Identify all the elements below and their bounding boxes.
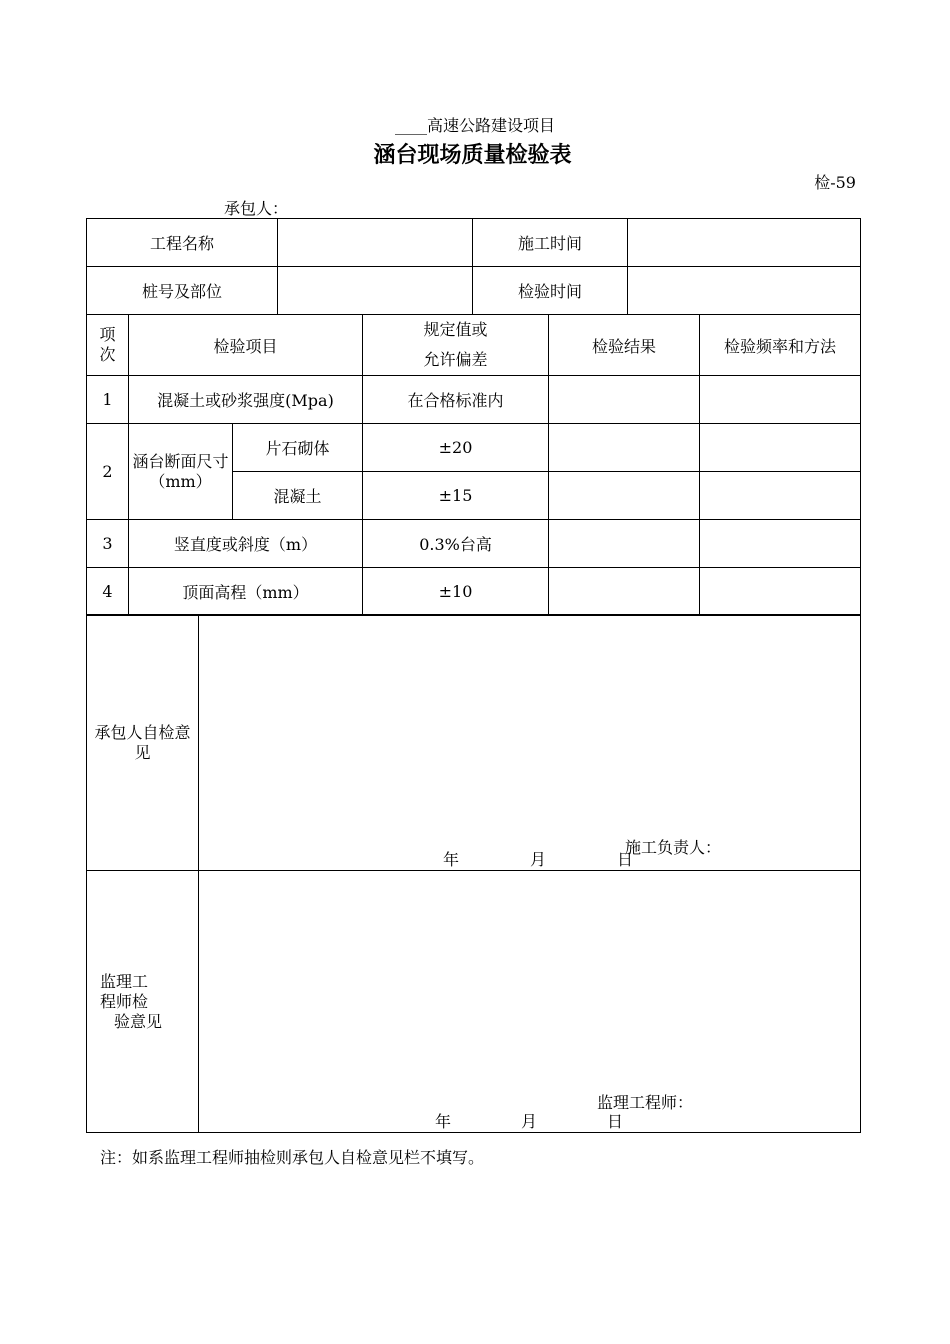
header-spec-line1: 规定值或: [423, 320, 488, 339]
self-check-signer: 施工负责人：: [625, 838, 722, 857]
footnote: 注：如系监理工程师抽检则承包人自检意见栏不填写。: [100, 1148, 485, 1167]
row-sub-item: 混凝土: [233, 472, 363, 520]
row-item: 顶面高程（mm）: [129, 568, 363, 616]
row-result[interactable]: [549, 376, 700, 424]
supervisor-label-line2: 程师检: [100, 991, 149, 1011]
project-subtitle: ____高速公路建设项目: [394, 116, 555, 135]
self-check-opinion-area[interactable]: [199, 615, 861, 871]
supervisor-label-cell: [87, 871, 199, 1133]
table-row: [87, 424, 861, 472]
table-row: [87, 568, 861, 616]
inspection-time-field[interactable]: [628, 267, 861, 315]
self-check-label-cell: [87, 615, 199, 871]
row-no: 4: [87, 568, 129, 616]
header-no-text: 项次: [99, 325, 116, 364]
inspection-table: [86, 314, 861, 616]
table-row: [87, 520, 861, 568]
row-spec: ±10: [363, 568, 549, 616]
header-no: [87, 315, 129, 376]
supervisor-label-line3: 验意见: [114, 1011, 163, 1031]
header-spec-line2: 允许偏差: [423, 350, 488, 369]
self-check-year: 年: [443, 850, 460, 869]
contractor-label: 承包人：: [224, 199, 289, 218]
self-check-label: 承包人自检意见: [94, 722, 191, 762]
supervisor-month: 月: [521, 1112, 538, 1131]
row-sub-item: 片石砌体: [233, 424, 363, 472]
header-item: 检验项目: [129, 315, 363, 376]
header-result: 检验结果: [549, 315, 700, 376]
row-result[interactable]: [549, 520, 700, 568]
self-check-day: 日: [617, 850, 634, 869]
header-method: 检验频率和方法: [700, 315, 861, 376]
construction-time-label: 施工时间: [473, 219, 628, 267]
project-name-label: 工程名称: [87, 219, 278, 267]
row-item: 竖直度或斜度（m）: [129, 520, 363, 568]
row-result[interactable]: [549, 472, 700, 520]
project-name-field[interactable]: [278, 219, 473, 267]
row-method[interactable]: [700, 376, 861, 424]
form-title: 涵台现场质量检验表: [373, 142, 572, 168]
row-no: 1: [87, 376, 129, 424]
row-item-text: 涵台断面尺寸（mm）: [132, 451, 229, 491]
supervisor-label-line1: 监理工: [100, 971, 149, 991]
supervisor-opinion-area[interactable]: [199, 871, 861, 1133]
opinion-table: [86, 614, 861, 1133]
station-label: 桩号及部位: [87, 267, 278, 315]
row-result[interactable]: [549, 568, 700, 616]
row-no: 3: [87, 520, 129, 568]
inspection-time-label: 检验时间: [473, 267, 628, 315]
row-item: 混凝土或砂浆强度(Mpa): [129, 376, 363, 424]
supervisor-year: 年: [435, 1112, 452, 1131]
form-number: 检-59: [814, 173, 856, 192]
row-spec: ±20: [363, 424, 549, 472]
table-row: [87, 376, 861, 424]
row-no: 2: [87, 424, 129, 520]
header-spec: [363, 315, 549, 376]
row-result[interactable]: [549, 424, 700, 472]
construction-time-field[interactable]: [628, 219, 861, 267]
supervisor-day: 日: [607, 1112, 624, 1131]
row-method[interactable]: [700, 424, 861, 472]
row-spec: ±15: [363, 472, 549, 520]
supervisor-signer: 监理工程师：: [597, 1093, 694, 1112]
station-field[interactable]: [278, 267, 473, 315]
info-table: [86, 218, 861, 315]
row-item: [129, 424, 233, 520]
row-spec: 在合格标准内: [363, 376, 549, 424]
row-method[interactable]: [700, 520, 861, 568]
row-method[interactable]: [700, 472, 861, 520]
row-method[interactable]: [700, 568, 861, 616]
row-spec: 0.3%台高: [363, 520, 549, 568]
self-check-month: 月: [530, 850, 547, 869]
